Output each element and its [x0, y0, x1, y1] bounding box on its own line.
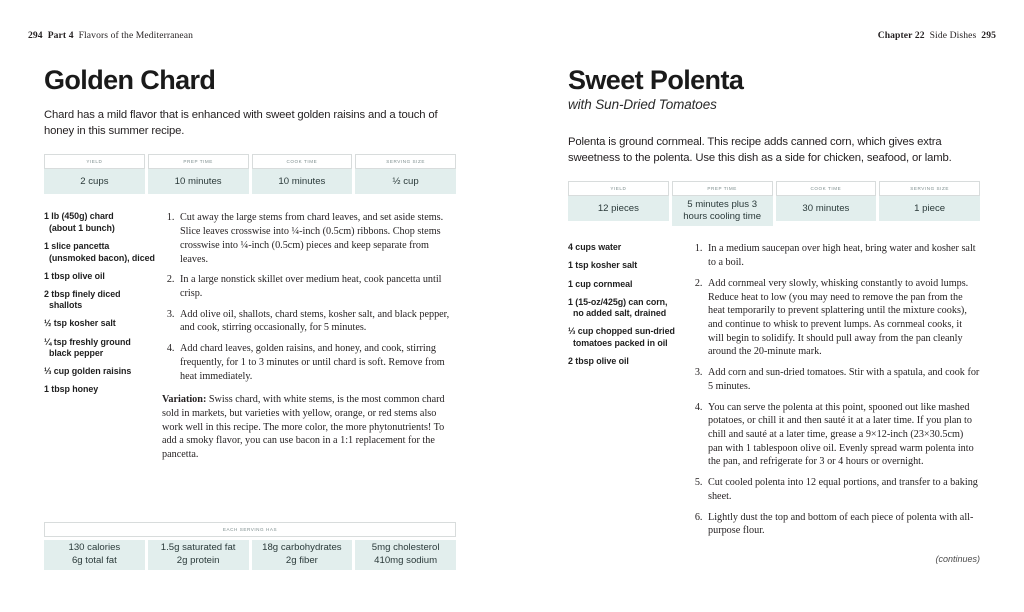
nutrition-cell-carbohydrates: [252, 540, 353, 570]
ingredient-cont: no added salt, drained: [573, 308, 667, 319]
info-value-cook-time: 10 minutes: [252, 169, 353, 194]
part-label: Part 4: [47, 30, 74, 41]
page-title-golden-chard: Golden Chard: [44, 65, 216, 95]
list-item: 2. In a large nonstick skillet over medium heat, cook pancetta until crisp.: [177, 273, 456, 300]
nutrition-row: [44, 540, 456, 570]
list-item: [568, 356, 690, 368]
list-item: 4. Add chard leaves, golden raisins, and honey, and cook, stirring frequently, for 1 to 3 minutes or until chard is soft. Remove from heat immediately.: [177, 342, 456, 383]
list-item: [568, 242, 690, 254]
list-item: [44, 366, 162, 378]
steps-column-left: [162, 211, 456, 462]
ingredient-main: 2 tbsp olive oil: [568, 355, 629, 366]
info-table-left: [44, 154, 456, 194]
steps-list-left: [162, 211, 456, 383]
list-item: [44, 318, 162, 330]
ingredient-main: 1 (15-oz/425g) can corn,: [568, 296, 668, 307]
chapter-label: Chapter 22: [877, 30, 925, 41]
variation-label: Variation:: [162, 394, 207, 406]
info-column-serving-size: [879, 181, 980, 226]
steps-list-right: [690, 242, 980, 538]
ingredient-cont: (about 1 bunch): [49, 222, 115, 233]
list-item: [44, 289, 162, 312]
nutrition-cell-calories: [44, 540, 145, 570]
info-column-yield: [44, 154, 145, 194]
list-item: [568, 297, 690, 320]
info-header-yield: YIELD: [568, 181, 669, 196]
nutrition-cell-cholesterol: [355, 540, 456, 570]
info-header-prep-time: PREP TIME: [672, 181, 773, 196]
ingredient-cont: black pepper: [49, 348, 104, 359]
info-header-prep-time: PREP TIME: [148, 154, 249, 169]
info-column-cook-time: [252, 154, 353, 194]
recipe-body-right: [568, 242, 980, 538]
ingredient-cont: (unsmoked bacon), diced: [49, 252, 155, 263]
variation-text: Swiss chard, with white stems, is the most common chard sold in markets, but varieties with yellow, orange, or red stems also work well in this recipe. The more color, the more phytonutrients! To add a smoky flavor, you can use bacon in a 1:1 replacement for the pancetta.: [162, 394, 445, 461]
info-value-prep-time: 5 minutes plus 3 hours cooling time: [672, 196, 773, 226]
steps-column-right: [690, 242, 980, 538]
part-title: Flavors of the Mediterranean: [78, 30, 194, 41]
info-table-right: [568, 181, 980, 226]
info-value-cook-time: 30 minutes: [776, 196, 877, 221]
info-column-cook-time: [776, 181, 877, 226]
info-column-prep-time: [672, 181, 773, 226]
variation-note: [162, 393, 456, 462]
ingredient-cont: shallots: [49, 300, 83, 311]
list-item: [568, 279, 690, 291]
list-item: 1. In a medium saucepan over high heat, bring water and kosher salt to a boil.: [705, 242, 980, 269]
ingredients-column-right: [568, 242, 690, 538]
info-column-yield: [568, 181, 669, 226]
right-page: [512, 0, 1024, 612]
nutrition-line-2: 2g fiber: [285, 555, 318, 566]
list-item: 6. Lightly dust the top and bottom of each piece of polenta with all-purpose flour.: [705, 511, 980, 538]
ingredients-list-left: [44, 211, 162, 395]
nutrition-line-1: 130 calories: [68, 542, 121, 554]
nutrition-cell-saturated-fat: [148, 540, 249, 570]
info-value-yield: 2 cups: [44, 169, 145, 194]
recipe-intro: Polenta is ground cornmeal. This recipe adds canned corn, which gives extra sweetness to the polenta. Use this dish as a side for chicken, seafood, or lamb.: [568, 136, 952, 165]
list-item: [44, 337, 162, 360]
running-head-left: [28, 30, 193, 41]
list-item: 3. Add corn and sun-dried tomatoes. Stir with a spatula, and cook for 5 minutes.: [705, 366, 980, 393]
nutrition-line-2: 6g total fat: [71, 555, 117, 566]
nutrition-header: EACH SERVING HAS: [44, 522, 456, 537]
info-header-cook-time: COOK TIME: [252, 154, 353, 169]
info-header-cook-time: COOK TIME: [776, 181, 877, 196]
right-page-content: [568, 66, 980, 538]
ingredient-cont: tomatoes packed in oil: [573, 337, 668, 348]
info-header-serving-size: SERVING SIZE: [355, 154, 456, 169]
page-title-sweet-polenta: Sweet Polenta: [568, 65, 744, 95]
recipe-intro: Chard has a mild flavor that is enhanced with sweet golden raisins and a touch of honey in this summer recipe.: [44, 109, 438, 138]
info-column-serving-size: [355, 154, 456, 194]
list-item: 4. You can serve the polenta at this point, spooned out like mashed potatoes, or chill it and then sauté it at a later time. If you plan to chill and sauté at a later time, grease a 9×12-inch (23×30.5cm) pan with 1 tablespoon olive oil. Evenly spread warm polenta into the pan, and refrigerate for 3 or 4 hours or overnight.: [705, 401, 980, 470]
folio-page-number: 294: [28, 30, 43, 41]
nutrition-table: [44, 522, 456, 570]
ingredient-main: ⅓ cup chopped sun-dried: [568, 326, 675, 337]
nutrition-line-1: 18g carbohydrates: [262, 542, 342, 554]
ingredient-main: 1 tsp kosher salt: [568, 260, 638, 271]
ingredient-main: 1 lb (450g) chard: [44, 211, 114, 222]
chapter-title: Side Dishes: [929, 30, 977, 41]
info-value-serving-size: ½ cup: [355, 169, 456, 194]
ingredient-main: ½ tsp kosher salt: [44, 318, 116, 329]
ingredient-main: 1 cup cornmeal: [568, 278, 633, 289]
nutrition-line-1: 5mg cholesterol: [371, 542, 440, 554]
ingredient-main: 1 tbsp olive oil: [44, 270, 105, 281]
list-item: [568, 260, 690, 272]
ingredient-main: 4 cups water: [568, 242, 622, 253]
list-item: 3. Add olive oil, shallots, chard stems, kosher salt, and black pepper, and cook, stirring occasionally, for 5 minutes.: [177, 308, 456, 335]
list-item: 2. Add cornmeal very slowly, whisking constantly to avoid lumps. Reduce heat to low (you may need to remove the pan from the heat temporarily to prevent splattering until the mixture cooks), and continue to whisk to prevent lumps. As cornmeal cooks, it will begin to solidify. It should pull away from the pan cleanly around the 20-minute mark.: [705, 277, 980, 359]
info-header-serving-size: SERVING SIZE: [879, 181, 980, 196]
ingredient-main: ¼ tsp freshly ground: [44, 336, 131, 347]
list-item: [568, 326, 690, 349]
list-item: [44, 241, 162, 264]
ingredient-main: 1 slice pancetta: [44, 241, 110, 252]
info-value-prep-time: 10 minutes: [148, 169, 249, 194]
ingredients-list-right: [568, 242, 690, 367]
list-item: 5. Cut cooled polenta into 12 equal portions, and transfer to a baking sheet.: [705, 476, 980, 503]
left-page-content: [44, 66, 456, 462]
list-item: [44, 271, 162, 283]
nutrition-line-1: 1.5g saturated fat: [160, 542, 236, 554]
info-header-yield: YIELD: [44, 154, 145, 169]
ingredient-main: 2 tbsp finely diced: [44, 288, 121, 299]
info-value-yield: 12 pieces: [568, 196, 669, 221]
ingredients-column-left: [44, 211, 162, 462]
nutrition-line-2: 2g protein: [176, 555, 220, 566]
ingredient-main: 1 tbsp honey: [44, 384, 99, 395]
list-item: 1. Cut away the large stems from chard leaves, and set aside stems. Slice leaves crosswise into ¼-inch (0.5cm) ribbons. Chop stems crosswise into ¼-inch (0.5cm) pieces and keep separate from leaves.: [177, 211, 456, 266]
nutrition-line-2: 410mg sodium: [374, 555, 438, 566]
folio-page-number: 295: [981, 30, 996, 41]
page-subtitle: with Sun-Dried Tomatoes: [568, 97, 717, 113]
running-head-right: [878, 30, 996, 41]
continues-note: (continues): [935, 554, 980, 564]
list-item: [44, 384, 162, 396]
recipe-body-left: [44, 211, 456, 462]
info-value-serving-size: 1 piece: [879, 196, 980, 221]
info-column-prep-time: [148, 154, 249, 194]
list-item: [44, 211, 162, 234]
ingredient-main: ⅓ cup golden raisins: [44, 366, 132, 377]
